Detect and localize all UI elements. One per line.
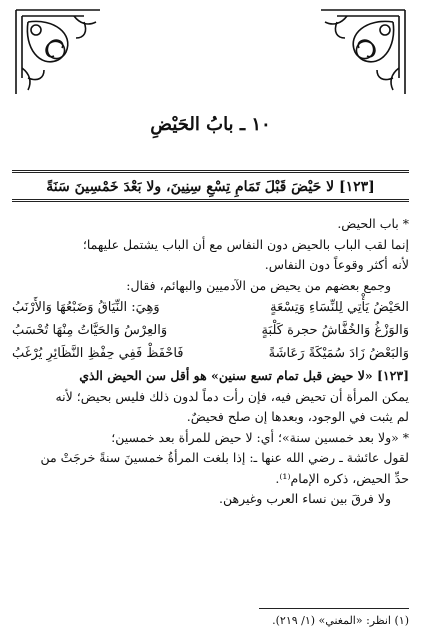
section-heading: [١٢٣] لا حَيْضَ قَبْلَ تَمَامِ تِسْعِ سِنِينَ، ولا بَعْدَ خَمْسِينَ سَنَةً [12, 170, 409, 202]
verse-line [12, 343, 409, 365]
verse-hemistich-right: وَالوَزْغُ وَالخُفَّاشُ حجرة كَلْبَةٍ [261, 323, 409, 338]
corner-ornament-icon [319, 8, 407, 96]
corner-ornament-icon [14, 8, 102, 96]
text-line: يمكن المرأة أن تحيض فيه، فإن رأت دماً لدون ذلك فليس بحيض؛ لأنه [55, 388, 409, 404]
text-line: وجمع بعضهم من يحيض من الآدميين والبهائم، فقال: [126, 277, 391, 293]
text-line: [١٢٣] «لا حيض قبل تمام تسع سنين» هو أقل سن الحيض الذي [79, 368, 409, 383]
text-line: * باب الحيض. [337, 216, 409, 231]
verse-hemistich-left: فَاحْفَظْ فَفِي حِفْظِ النَّظَائِرِ يُرْغَبُ [12, 346, 184, 361]
chapter-title: ١٠ ـ بابُ الحَيْضِ [150, 114, 271, 135]
text-line: لأنه أكثر وقوعاً دون النفاس. [264, 257, 409, 272]
text-line: * «ولا بعد خمسين سنة»؛ أي: لا حيض للمرأة بعد خمسين؛ [111, 429, 409, 445]
body-text [12, 214, 409, 510]
footnote: (١) انظر: «المغني» (١/ ٢١٩). [272, 614, 409, 627]
verse-line [12, 297, 409, 319]
verse-hemistich-left: وَالعِرْسُ وَالحَيَّاتُ مِنْهَا تُحْسَبُ [12, 323, 168, 338]
text-line: ولا فرقَ بين نساء العرب وغيرهن. [219, 491, 391, 506]
verse-hemistich-right: الحَيْضُ يَأْتِي لِلنِّسَاءِ وَتِسْعَةٍ [270, 300, 409, 315]
text-line: لم يثبت في الوجود، وبعدها إن صلح فحيضٌ. [186, 409, 409, 424]
text-line: لقول عائشة ـ رضي الله عنها ـ: إذا بلغت المرأةُ خمسينَ سنةً خرجَتْ من [40, 450, 409, 465]
verse-hemistich-right: وَالبَعْضُ زَادَ سُمَيْكَةً رَعَاشَةً [268, 346, 409, 361]
verse-line [12, 320, 409, 342]
text-line: إنما لقب الباب بالحيض دون النفاس مع أن الباب يشتمل عليهما؛ [82, 236, 409, 252]
footnote-divider [259, 608, 409, 609]
text-line: حدِّ الحيض، ذكره الإمام⁽¹⁾. [275, 470, 409, 486]
verse-hemistich-left: وَهِيَ: النِّيَاقُ وَضَبْعُهَا وَالأَرْنَبُ [12, 300, 160, 315]
